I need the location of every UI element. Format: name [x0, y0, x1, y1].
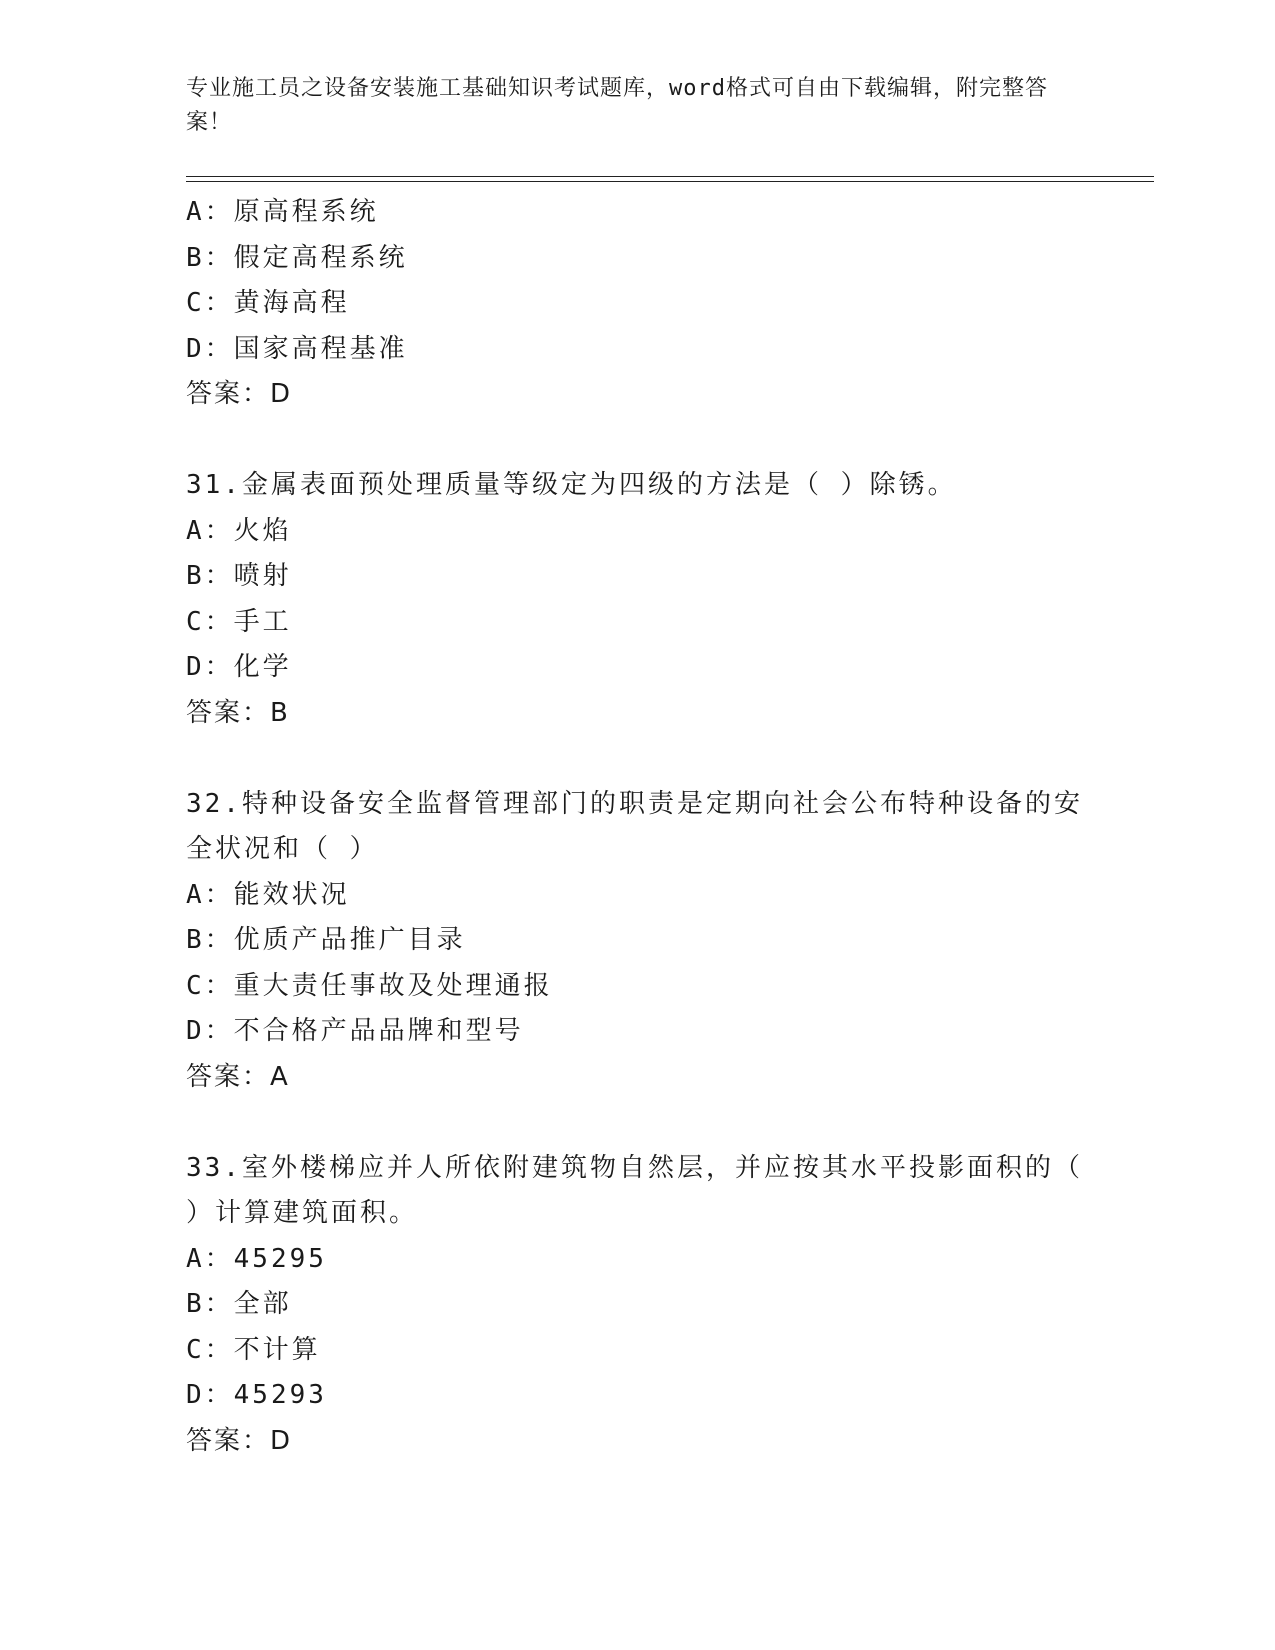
question-list	[186, 190, 1086, 1464]
question-block	[186, 190, 1086, 418]
option-b: B：优质产品推广目录	[186, 925, 466, 955]
option-b: B：喷射	[186, 561, 292, 591]
header-divider-bottom	[186, 181, 1154, 182]
option-b: B：全部	[186, 1289, 292, 1319]
option-c: C：手工	[186, 606, 292, 637]
spacer	[186, 418, 1086, 464]
answer: 答案：D	[186, 1425, 293, 1456]
answer: 答案：A	[186, 1061, 290, 1092]
option-a: A：45295	[186, 1243, 327, 1274]
question-text: 33.室外楼梯应并人所依附建筑物自然层，并应按其水平投影面积的（ ）计算建筑面积。	[186, 1152, 1083, 1228]
header-divider-top	[186, 176, 1154, 177]
question-text: 32.特种设备安全监督管理部门的职责是定期向社会公布特种设备的安全状况和（ ）	[186, 788, 1083, 864]
option-a: A：原高程系统	[186, 197, 379, 227]
option-d: D：不合格产品品牌和型号	[186, 1016, 524, 1046]
question-block	[186, 463, 1086, 736]
option-a: A：火焰	[186, 515, 292, 546]
spacer	[186, 1100, 1086, 1146]
option-a: A：能效状况	[186, 879, 350, 910]
question-block	[186, 782, 1086, 1101]
option-c: C：黄海高程	[186, 288, 350, 318]
option-b: B：假定高程系统	[186, 242, 408, 273]
answer: 答案：D	[186, 379, 293, 409]
question-block	[186, 1146, 1086, 1465]
spacer	[186, 736, 1086, 782]
option-d: D：化学	[186, 652, 292, 682]
option-c: C：重大责任事故及处理通报	[186, 970, 553, 1001]
option-c: C：不计算	[186, 1334, 321, 1365]
answer: 答案：B	[186, 697, 290, 728]
question-text: 31.金属表面预处理质量等级定为四级的方法是（ ）除锈。	[186, 470, 957, 500]
option-d: D：国家高程基准	[186, 333, 408, 364]
option-d: D：45293	[186, 1380, 327, 1410]
document-header: 专业施工员之设备安装施工基础知识考试题库，word格式可自由下载编辑，附完整答案！	[186, 76, 1048, 135]
